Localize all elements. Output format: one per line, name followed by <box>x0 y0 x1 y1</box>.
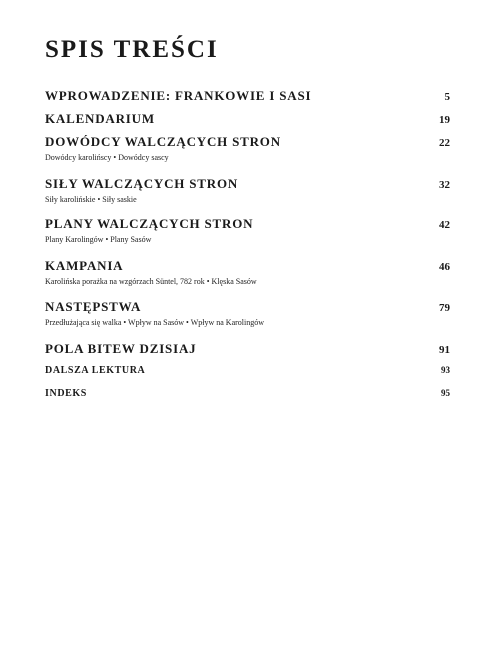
toc-entry-page: 5 <box>444 91 450 103</box>
toc-entry-subtopics: Plany Karolingów • Plany Sasów <box>45 235 152 244</box>
toc-entry-page: 22 <box>439 137 450 149</box>
toc-entry-page: 91 <box>439 344 450 356</box>
toc-entry-index[interactable] <box>45 388 450 399</box>
toc-entry-page: 32 <box>439 179 450 191</box>
toc-entry-title: SIŁY WALCZĄCYCH STRON <box>45 176 239 191</box>
toc-entry-title: DOWÓDCY WALCZĄCYCH STRON <box>45 134 281 149</box>
toc-entry-subtopics: Karolińska porażka na wzgórzach Süntel, 782 rok • Klęska Sasów <box>45 277 257 286</box>
toc-entry-title: KAMPANIA <box>45 258 124 273</box>
toc-entry-commanders[interactable] <box>45 134 450 162</box>
toc-entry-forces[interactable] <box>45 176 450 204</box>
toc-entry-title: INDEKS <box>45 388 87 399</box>
toc-entry-title: KALENDARIUM <box>45 111 155 126</box>
toc-entry-campaign[interactable] <box>45 258 450 286</box>
toc-entry-page: 93 <box>441 365 450 375</box>
toc-entry-page: 42 <box>439 219 450 231</box>
toc-entry-title: POLA BITEW DZISIAJ <box>45 341 197 356</box>
toc-entry-subtopics: Przedłużająca się walka • Wpływ na Sasów • Wpływ na Karolingów <box>45 318 265 327</box>
toc-entry-title: DALSZA LEKTURA <box>45 365 146 376</box>
toc-entry-subtopics: Dowódcy karolińscy • Dowódcy sascy <box>45 153 169 162</box>
toc-entry-title: NASTĘPSTWA <box>45 299 142 314</box>
toc-entry-chronology[interactable] <box>45 111 450 127</box>
toc-entry-title: WPROWADZENIE: FRANKOWIE I SASI <box>45 88 312 103</box>
toc-entry-title: PLANY WALCZĄCYCH STRON <box>45 216 254 231</box>
toc-entry-page: 79 <box>439 302 450 314</box>
toc-entry-aftermath[interactable] <box>45 299 450 327</box>
page-title: SPIS TREŚCI <box>45 36 219 63</box>
toc-entry-further-reading[interactable] <box>45 365 450 376</box>
toc-entry-page: 95 <box>441 388 450 398</box>
toc-entry-page: 46 <box>439 261 450 273</box>
toc-entry-subtopics: Siły karolińskie • Siły saskie <box>45 195 137 204</box>
toc-entry-introduction[interactable] <box>45 88 450 104</box>
toc-entry-page: 19 <box>439 114 450 126</box>
toc-entry-battlefields[interactable] <box>45 341 450 357</box>
toc-entry-plans[interactable] <box>45 216 450 244</box>
